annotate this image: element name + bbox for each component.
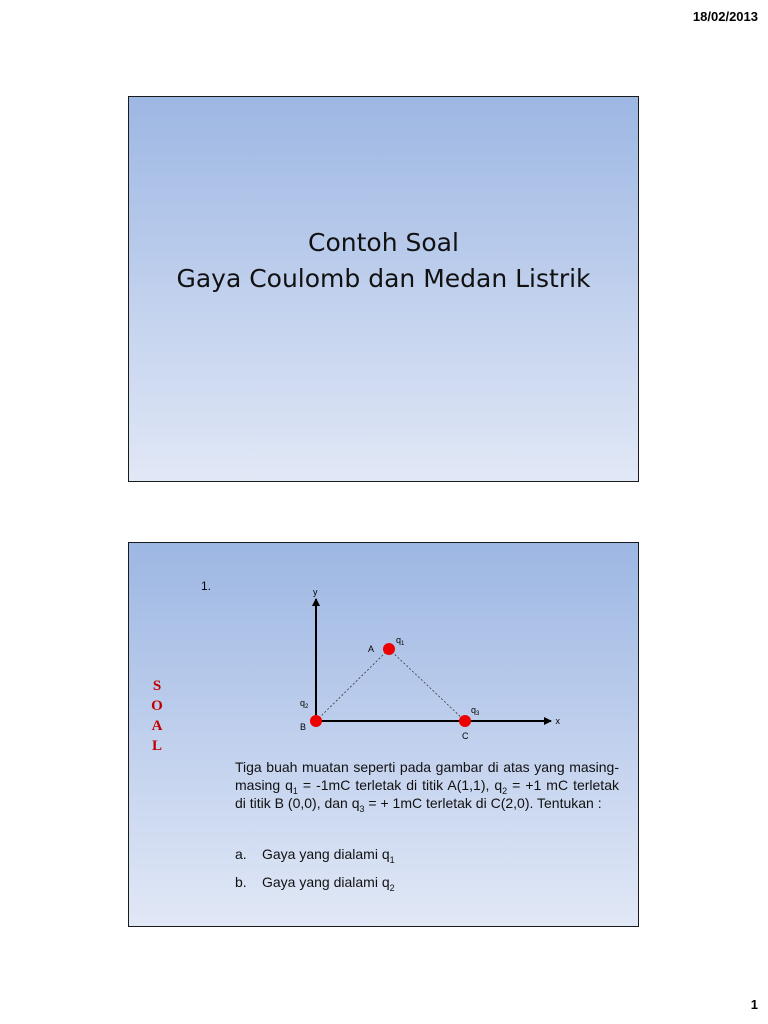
soal-letter: L (151, 738, 162, 754)
point-b-label: B (300, 722, 307, 732)
charge-q2-point (310, 715, 322, 727)
slide-title (129, 225, 638, 297)
charge-diagram (279, 579, 559, 749)
charge-q3-point (459, 715, 471, 727)
problem-statement: Tiga buah muatan seperti pada gambar di atas yang masing-masing $q_1 = -1mC$ terletak di titik A(1,1), $q_2 = +1$ mC terletak di titik B (0,0), dan $q_3$ = + 1mC terletak di C(2,0). Tentukan : (235, 759, 619, 814)
question-text: Gaya yang dialami $q_1$ (262, 846, 395, 865)
page-date: 18/02/2013 (692, 9, 758, 24)
question-letter: b. (235, 874, 247, 890)
y-axis-label: y (313, 587, 318, 597)
segment-a-c (389, 649, 465, 721)
charge-q3-label: $q_3$ (471, 705, 480, 717)
slide-title-line-2: Gaya Coulomb dan Medan Listrik (176, 264, 591, 293)
charge-q2-label: $q_2$ (300, 698, 309, 710)
question-item (235, 845, 395, 863)
question-text: Gaya yang dialami $q_2$ (262, 874, 395, 893)
slide-title-line-1: Contoh Soal (308, 228, 459, 257)
soal-letter: O (151, 698, 163, 714)
question-list (235, 845, 395, 901)
problem-number: 1. (201, 579, 212, 593)
question-item (235, 873, 395, 891)
soal-letter: A (151, 718, 163, 734)
charge-q1-point (383, 643, 395, 655)
point-c-label: C (462, 731, 469, 741)
segment-b-a (316, 649, 389, 721)
soal-letter: S (152, 678, 162, 694)
page-number: 1 (750, 997, 758, 1012)
point-a-label: A (368, 644, 375, 654)
charge-q1-label: $q_1$ (396, 635, 405, 647)
problem-slide (128, 542, 639, 927)
title-slide (128, 96, 639, 482)
x-axis-label: x (555, 716, 560, 726)
soal-vertical-label (149, 676, 165, 756)
question-letter: a. (235, 846, 247, 862)
